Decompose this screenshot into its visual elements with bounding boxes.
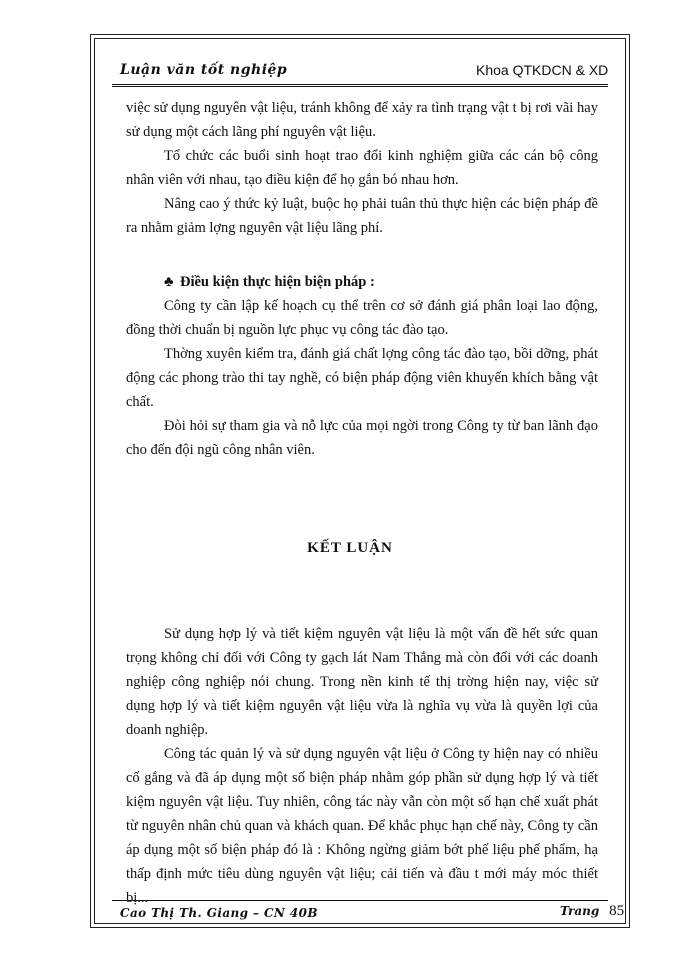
paragraph: Đòi hỏi sự tham gia và nỗ lực của mọi ngời trong Công ty từ ban lãnh đạo cho đến đội ngũ công nhân viên.: [126, 418, 598, 458]
section-heading-text: Điều kiện thực hiện biện pháp :: [180, 274, 375, 290]
footer-page: [560, 903, 624, 920]
paragraph: Công tác quản lý và sử dụng nguyên vật liệu ở Công ty hiện nay có nhiều cố gắng và đã áp dụng một số biện pháp nhằm góp phần sử dụng hợp lý và tiết kiệm nguyên vật liệu. Tuy nhiên, công tác này vẫn còn một số hạn chế xuất phát từ nguyên nhân chủ quan và khách quan. Để khắc phục hạn chế này, Công ty cần áp dụng một số biện pháp đó là : Không ngừng giảm bớt phế liệu phế phẩm, hạ thấp định mức tiêu dùng nguyên vật liệu; cải tiến và đầu t mới máy móc thiết bị...: [126, 746, 598, 906]
paragraph: Tổ chức các buổi sinh hoạt trao đổi kinh nghiệm giữa các cán bộ công nhân viên với nhau, tạo điều kiện để họ gắn bó nhau hơn.: [126, 148, 598, 188]
paragraph: Sử dụng hợp lý và tiết kiệm nguyên vật liệu là một vấn đề hết sức quan trọng không chỉ đối với Công ty gạch lát Nam Thắng mà còn đối với các doanh nghiệp công nghiệp nói chung. Trong nền kinh tế thị trờng hiện nay, việc sử dụng hợp lý và tiết kiệm nguyên vật liệu vừa là nghĩa vụ vừa là quyền lợi của doanh nghiệp.: [126, 626, 598, 738]
paragraph: Công ty cần lập kế hoạch cụ thể trên cơ sở đánh giá phân loại lao động, đồng thời chuẩn bị nguồn lực phục vụ công tác đào tạo.: [126, 298, 598, 338]
footer-author: Cao Thị Th. Giang – CN 40B: [120, 906, 318, 920]
conclusion-title: KẾT LUẬN: [307, 540, 393, 556]
section-heading: [126, 270, 598, 294]
paragraph: Nâng cao ý thức kỷ luật, buộc họ phải tuân thủ thực hiện các biện pháp đề ra nhằm giảm lợng nguyên vật liệu lãng phí.: [126, 196, 598, 236]
section-conditions: [126, 270, 598, 462]
club-bullet-icon: ♣: [164, 274, 174, 290]
page-label: Trang: [560, 904, 600, 918]
page-number: 85: [609, 903, 625, 919]
header-title: Luận văn tốt nghiệp: [120, 62, 288, 78]
header-rule: [112, 84, 608, 87]
section-measures: [126, 96, 598, 240]
paragraph: Thờng xuyên kiểm tra, đánh giá chất lợng công tác đào tạo, bồi dỡng, phát động các phong trào thi tay nghề, có biện pháp động viên khuyến khích bằng vật chất.: [126, 346, 598, 410]
footer-rule: [112, 900, 608, 901]
paragraph: việc sử dụng nguyên vật liệu, tránh không để xảy ra tình trạng vật t bị rơi vãi hay sử dụng một cách lãng phí nguyên vật liệu.: [126, 100, 598, 140]
header-department: Khoa QTKDCN & XD: [476, 62, 609, 78]
section-conclusion: [126, 622, 598, 910]
